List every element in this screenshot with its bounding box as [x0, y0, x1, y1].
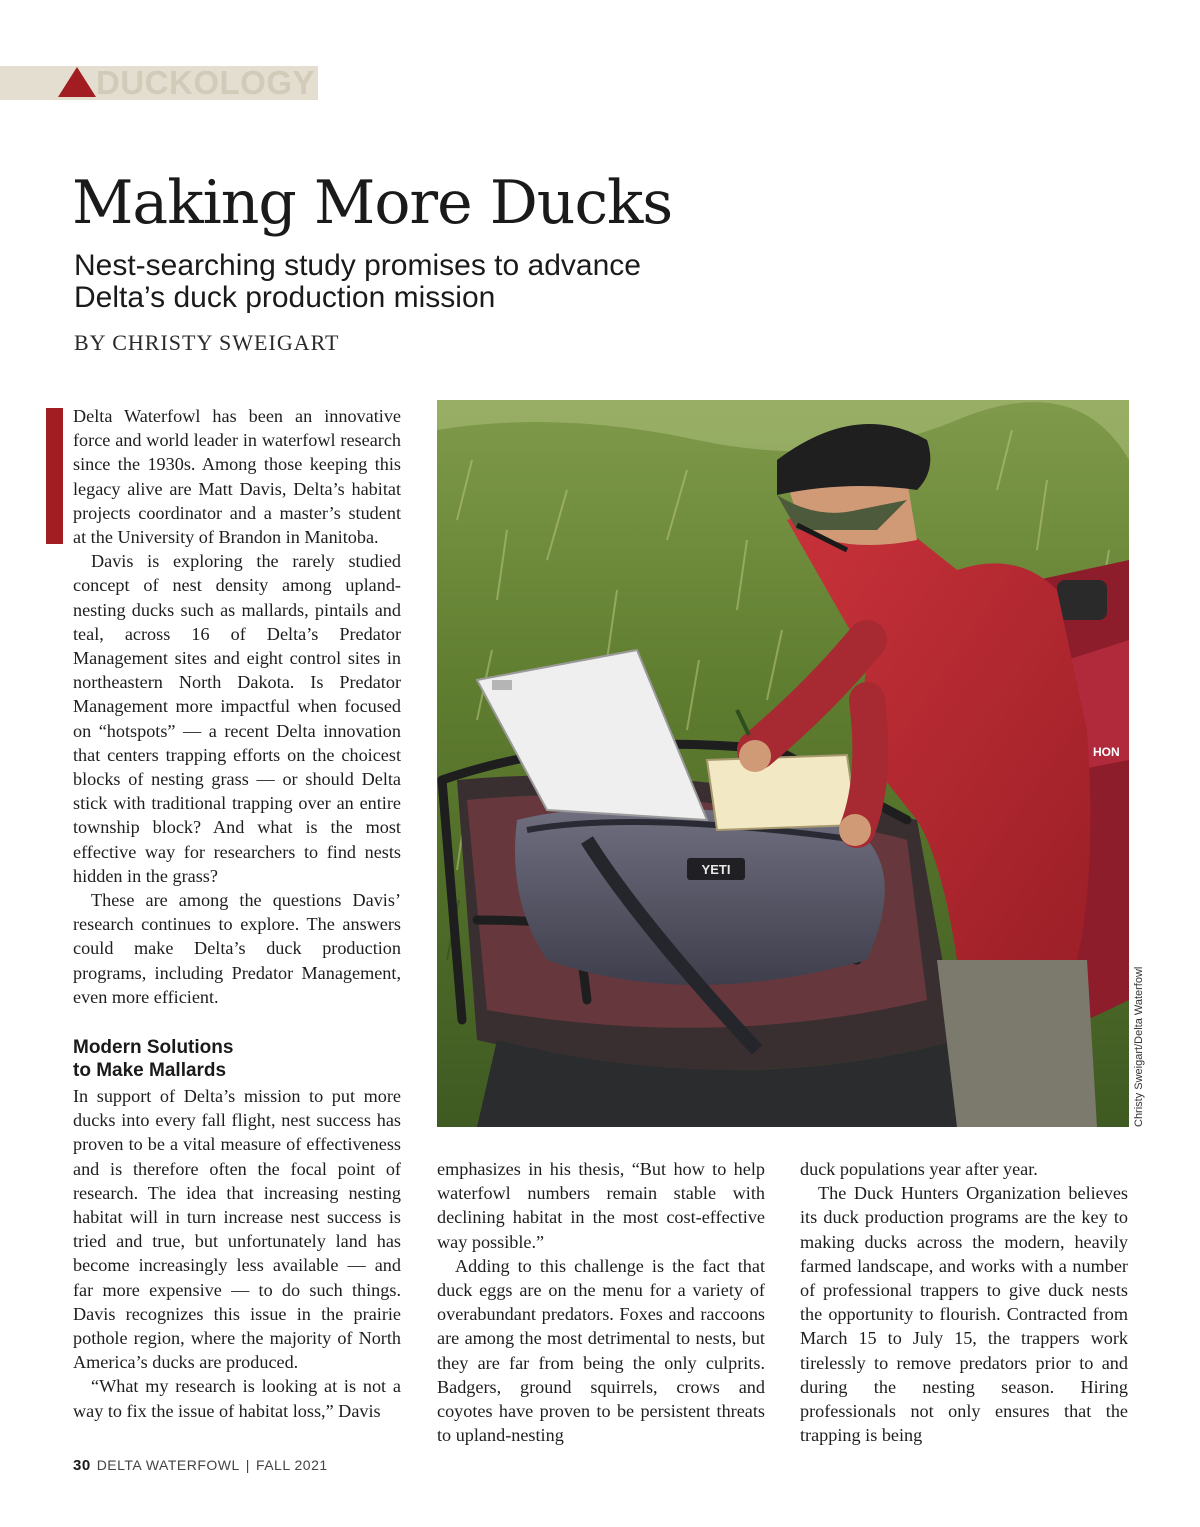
footer-separator: | — [245, 1457, 250, 1473]
paragraph-4: In support of Delta’s mission to put more ducks into every fall flight, nest success has proven to be a vital measure of effectiveness and is therefore often the focal point of research. The idea that increasing nesting habitat will in turn increase nest success is tried and true, but unfortunately land has become increasingly less available — and far more expensive — to do such things. Davis recognizes this issue in the prairie pothole region, where the majority of North America’s ducks are produced. — [73, 1086, 401, 1373]
paragraph-5: “What my research is looking at is not a way to fix the issue of habitat loss,” Davis — [73, 1376, 401, 1421]
article-dek — [74, 250, 834, 314]
subheading-line-1: Modern Solutions — [73, 1037, 234, 1058]
paragraph-2: Davis is exploring the rarely studied concept of nest density among upland-nesting ducks such as mallards, pintails and teal, across 16 of Delta’s Predator Management sites and eight control sites in northeastern North Dakota. Is Predator Management more impactful when focused on “hotspots” — a recent Delta innovation that centers trapping efforts on the choicest blocks of nesting grass — or should Delta stick with traditional trapping over an entire township block? And what is the most effective way for researchers to find nests hidden in the grass? — [73, 551, 401, 886]
subheading — [73, 1036, 373, 1082]
paragraph-6: emphasizes in his thesis, “But how to help waterfowl numbers remain stable with declining habitat in the most cost-effective way possible.” — [437, 1159, 765, 1252]
page-number: 30 — [73, 1457, 91, 1474]
body-column-1-bottom — [73, 1084, 401, 1423]
article-title: Making More Ducks — [72, 168, 673, 238]
article-photo — [437, 400, 1129, 1127]
page-footer — [73, 1457, 328, 1474]
body-column-3 — [800, 1157, 1128, 1447]
paragraph-1: Delta Waterfowl has been an innovative force and world leader in waterfowl research since the 1930s. Among those keeping this legacy alive are Matt Davis, Delta’s habitat projects coordinator and a master’s student at the University of Brandon in Manitoba. — [73, 406, 401, 548]
atv-brand-text: HON — [1093, 745, 1120, 759]
section-label: DUCKOLOGY — [96, 64, 315, 101]
body-column-1-top — [73, 404, 401, 1009]
issue-date: FALL 2021 — [255, 1457, 328, 1473]
dek-line-1: Nest-searching study promises to advance — [74, 249, 641, 282]
triangle-icon — [58, 67, 96, 97]
drop-cap-bar — [46, 408, 63, 544]
paragraph-7: Adding to this challenge is the fact that duck eggs are on the menu for a variety of overabundant predators. Foxes and raccoons are among the most detrimental to nests, but they are far from being the only culprits. Badgers, ground squirrels, crows and coyotes have proven to be persistent threats to upland-nesting — [437, 1255, 765, 1446]
body-column-2 — [437, 1157, 765, 1447]
photo-credit: Christy Sweigart/Delta Waterfowl — [1133, 966, 1145, 1127]
subheading-line-2: to Make Mallards — [73, 1060, 227, 1081]
paragraph-3: These are among the questions Davis’ research continues to explore. The answers could make Delta’s duck production programs, including Predator Management, even more efficient. — [73, 890, 401, 1007]
byline: BY CHRISTY SWEIGART — [74, 330, 340, 355]
paragraph-8: duck populations year after year. — [800, 1159, 1038, 1179]
dek-line-2: Delta’s duck production mission — [74, 281, 496, 314]
paragraph-9: The Duck Hunters Organization believes its duck production programs are the key to making ducks across the modern, heavily farmed landscape, and works with a number of professional trappers to give duck nests the opportunity to flourish. Contracted from March 15 to July 15, the trappers work tirelessly to remove predators prior to and during the nesting season. Hiring professionals not only ensures that the trapping is being — [800, 1183, 1128, 1446]
cooler-brand-text: YETI — [701, 862, 731, 877]
researcher-atv-photo — [437, 400, 1129, 1127]
magazine-name: DELTA WATERFOWL — [96, 1457, 240, 1473]
